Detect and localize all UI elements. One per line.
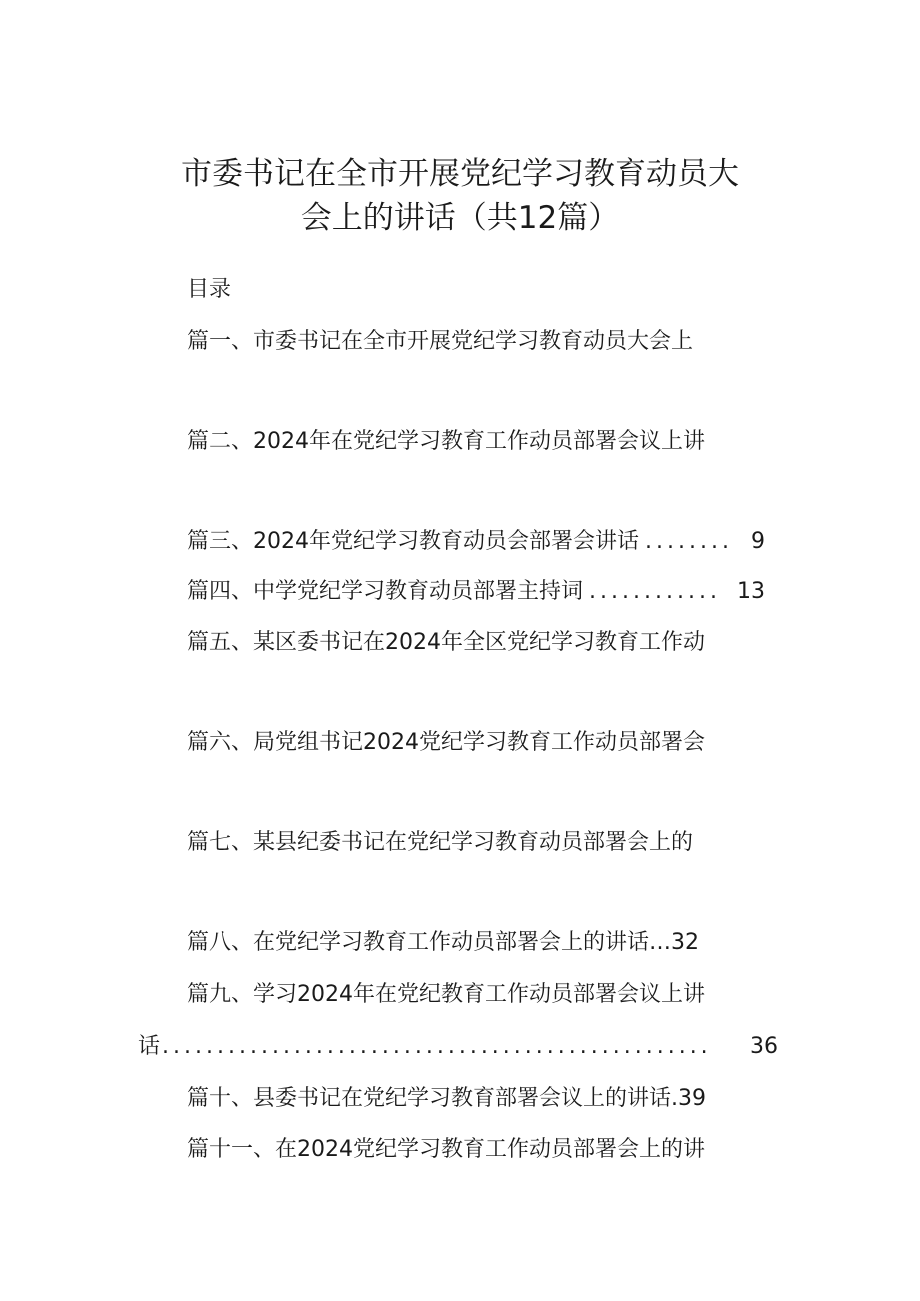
toc-entry-2[interactable]: 篇二、2024年在党纪学习教育工作动员部署会议上讲 (187, 429, 705, 454)
toc-entry-8[interactable]: 篇八、在党纪学习教育工作动员部署会上的讲话…32 (187, 930, 699, 955)
toc-entry-4-leader: ............ (589, 579, 721, 604)
toc-entry-5[interactable]: 篇五、某区委书记在2024年全区党纪学习教育工作动 (187, 630, 705, 655)
toc-entry-7[interactable]: 篇七、某县纪委书记在党纪学习教育动员部署会上的 (187, 830, 694, 855)
toc-entry-9-continuation-text: 话 (138, 1034, 161, 1059)
toc-entry-3-leader: ........ (645, 529, 733, 554)
toc-entry-9-continuation[interactable] (138, 1030, 778, 1064)
toc-entry-4-text: 篇四、中学党纪学习教育动员部署主持词 (187, 579, 584, 604)
toc-entry-1[interactable]: 篇一、市委书记在全市开展党纪学习教育动员大会上 (187, 329, 694, 354)
toc-entry-4[interactable] (187, 575, 765, 609)
toc-entry-3[interactable] (187, 525, 765, 559)
toc-heading: 目录 (187, 277, 232, 302)
toc-entry-10[interactable]: 篇十、县委书记在党纪学习教育部署会议上的讲话.39 (187, 1086, 706, 1111)
document-title-line-1: 市委书记在全市开展党纪学习教育动员大 (181, 156, 739, 192)
document-title-line-2: 会上的讲话（共12篇） (300, 200, 620, 236)
toc-entry-11[interactable]: 篇十一、在2024党纪学习教育工作动员部署会上的讲 (187, 1137, 705, 1162)
toc-entry-9[interactable]: 篇九、学习2024年在党纪教育工作动员部署会议上讲 (187, 982, 705, 1007)
toc-entry-4-page: 13 (737, 579, 765, 604)
toc-entry-9-leader: .................................................. (162, 1034, 712, 1059)
toc-entry-9-page: 36 (750, 1034, 778, 1059)
toc-entry-6[interactable]: 篇六、局党组书记2024党纪学习教育工作动员部署会 (187, 730, 705, 755)
toc-entry-3-page: 9 (751, 529, 765, 554)
toc-entry-3-text: 篇三、2024年党纪学习教育动员会部署会讲话 (187, 529, 639, 554)
